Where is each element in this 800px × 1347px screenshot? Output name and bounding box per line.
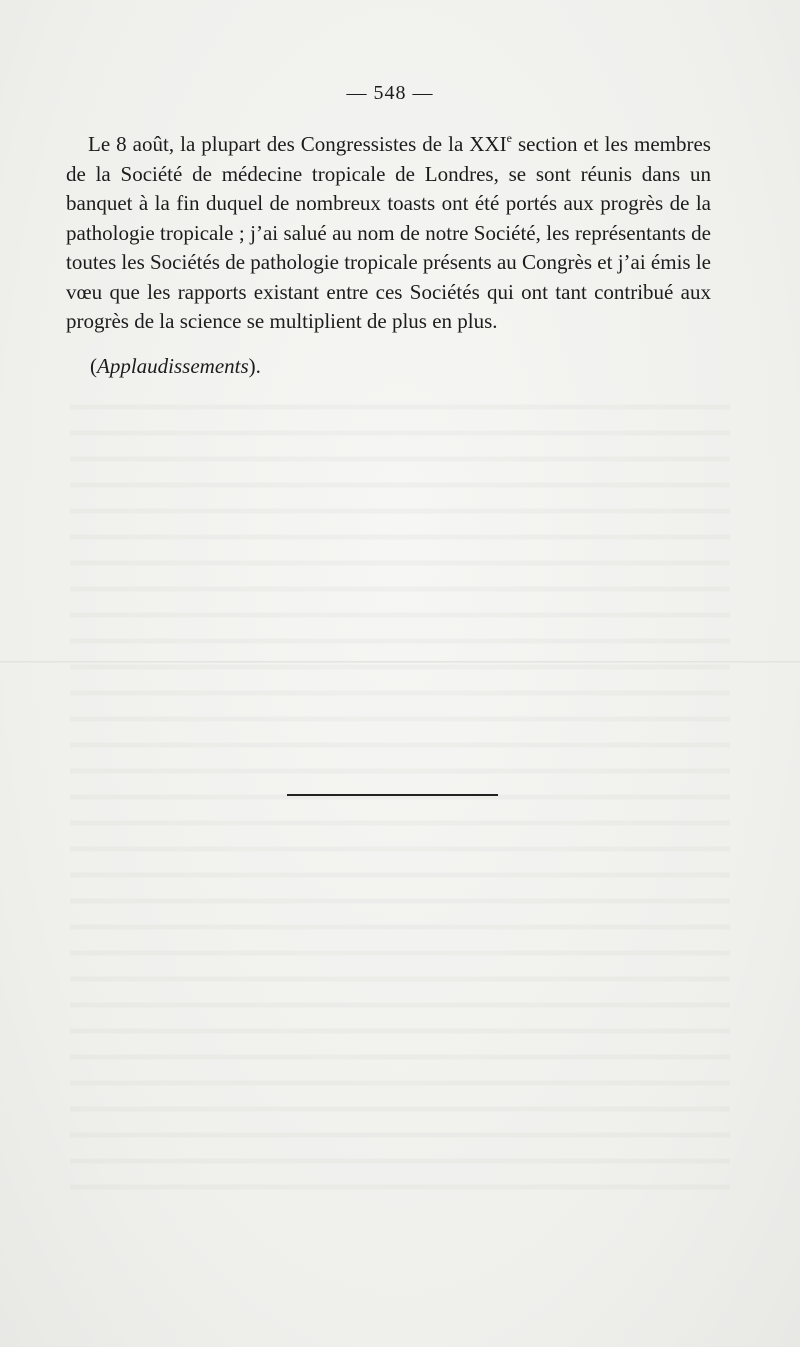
paragraph-text-start: Le 8 août, la plupart des Congressistes de la XXI bbox=[88, 132, 507, 156]
section-divider-rule bbox=[287, 794, 498, 796]
page-fold-line bbox=[0, 661, 800, 663]
applause-text: Applaudissements bbox=[97, 354, 249, 378]
ordinal-superscript: e bbox=[506, 131, 512, 145]
show-through-text bbox=[70, 390, 730, 1190]
applause-note bbox=[90, 352, 261, 382]
body-paragraph bbox=[66, 130, 711, 337]
applause-open-paren: ( bbox=[90, 354, 97, 378]
applause-close-paren: ). bbox=[248, 354, 261, 378]
page-number: — 548 — bbox=[346, 82, 434, 104]
paragraph-text-rest: section et les membres de la Société de médecine tropicale de Londres, se sont réunis dans un banquet à la fin duquel de nombreux toasts ont été portés aux progrès de la pathologie tropicale ; j’ai salué au nom de notre Société, les représentants de toutes les Sociétés de pathologie tropicale présents au Congrès et j’ai émis le vœu que les rapports existant entre ces Sociétés qui ont tant contribué aux progrès de la science se multiplient de plus en plus. bbox=[66, 132, 711, 333]
